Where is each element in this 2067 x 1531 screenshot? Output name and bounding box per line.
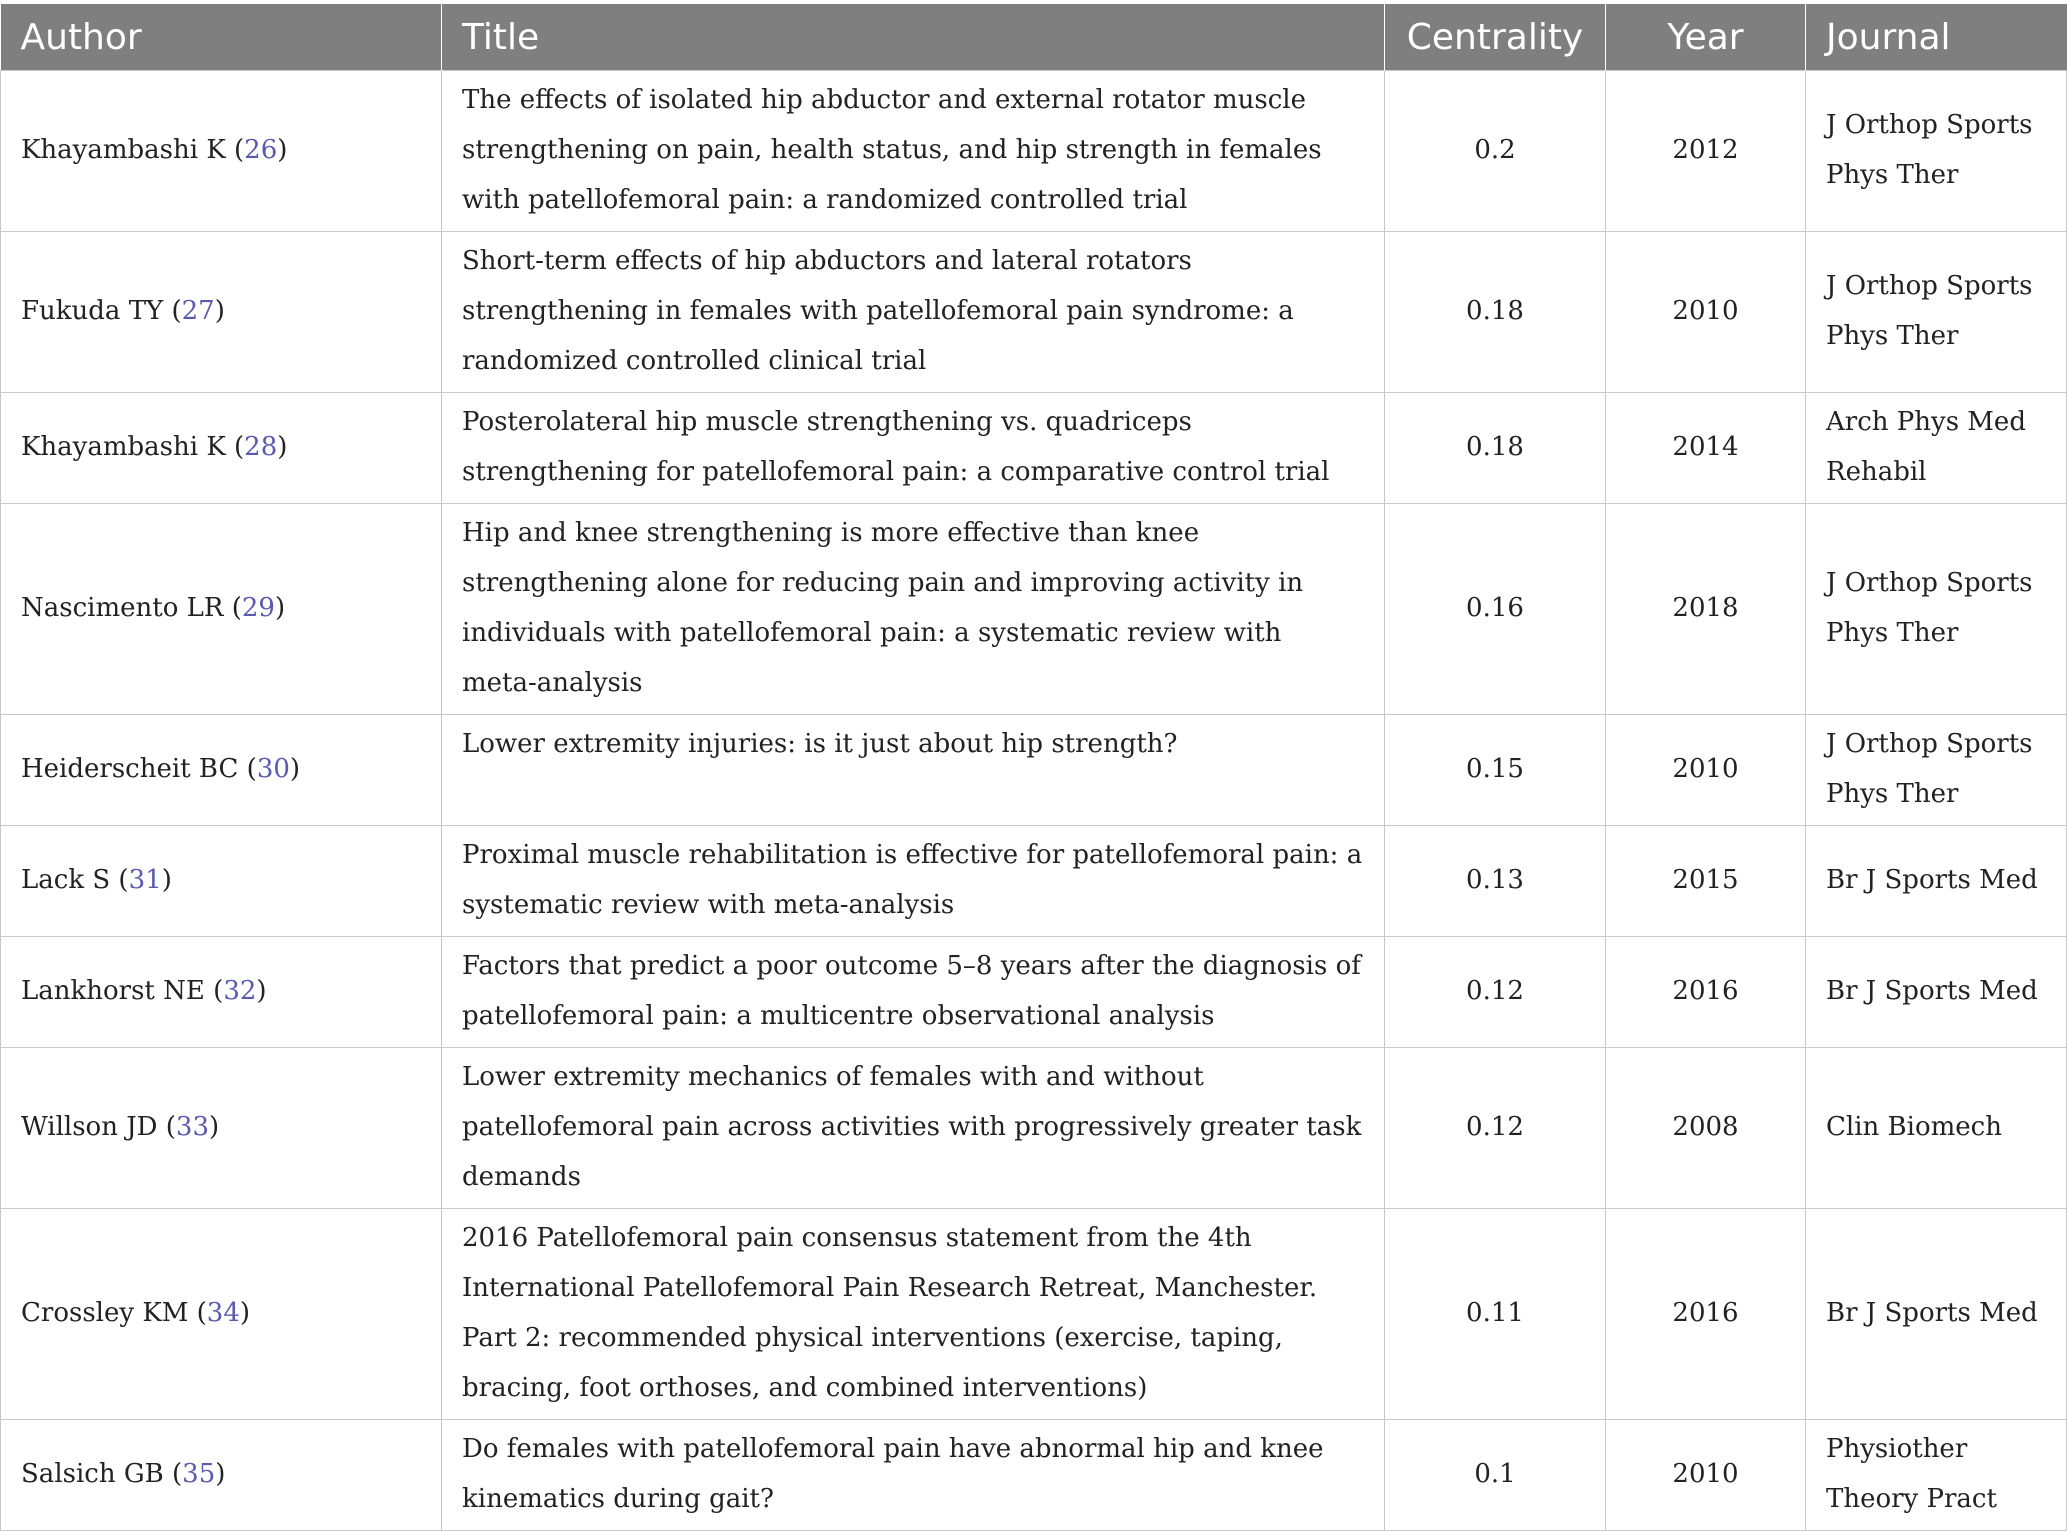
- column-header-year: Year: [1606, 4, 1806, 71]
- centrality-cell: 0.18: [1385, 393, 1606, 504]
- centrality-cell: 0.18: [1385, 232, 1606, 393]
- year-cell: 2016: [1606, 1209, 1806, 1420]
- table-row: [1, 1209, 2067, 1420]
- reference-link[interactable]: 26: [244, 135, 278, 165]
- author-cell: Willson JD (33): [1, 1048, 442, 1209]
- table-row: [1, 393, 2067, 504]
- table-row: [1, 1048, 2067, 1209]
- table-row: [1, 715, 2067, 826]
- reference-link[interactable]: 34: [206, 1298, 240, 1328]
- author-cell: Crossley KM (34): [1, 1209, 442, 1420]
- column-header-title: Title: [442, 4, 1385, 71]
- year-cell: 2015: [1606, 826, 1806, 937]
- year-cell: 2012: [1606, 71, 1806, 232]
- year-cell: 2018: [1606, 504, 1806, 715]
- title-cell: Hip and knee strengthening is more effective than knee strengthening alone for reducing pain and improving activity in individuals with patellofemoral pain: a systematic review with meta-analysis: [442, 504, 1385, 715]
- reference-link[interactable]: 27: [181, 296, 215, 326]
- journal-cell: J Orthop Sports Phys Ther: [1806, 504, 2067, 715]
- author-cell: Lack S (31): [1, 826, 442, 937]
- title-cell: 2016 Patellofemoral pain consensus statement from the 4th International Patellofemoral Pain Research Retreat, Manchester. Part 2: recommended physical interventions (exercise, taping, bracing, foot orthoses, and combined interventions): [442, 1209, 1385, 1420]
- column-header-centrality: Centrality: [1385, 4, 1606, 71]
- author-name: Crossley KM: [21, 1298, 189, 1328]
- author-name: Heiderscheit BC: [21, 754, 239, 784]
- author-cell: Khayambashi K (26): [1, 71, 442, 232]
- author-cell: Lankhorst NE (32): [1, 937, 442, 1048]
- table-row: [1, 1420, 2067, 1531]
- centrality-cell: 0.12: [1385, 1048, 1606, 1209]
- author-cell: Khayambashi K (28): [1, 393, 442, 504]
- journal-cell: J Orthop Sports Phys Ther: [1806, 715, 2067, 826]
- title-cell: Lower extremity injuries: is it just about hip strength?: [442, 715, 1385, 826]
- header-row: [1, 4, 2067, 71]
- column-header-author: Author: [1, 4, 442, 71]
- author-name: Nascimento LR: [21, 593, 224, 623]
- journal-cell: J Orthop Sports Phys Ther: [1806, 232, 2067, 393]
- centrality-cell: 0.1: [1385, 1420, 1606, 1531]
- author-name: Fukuda TY: [21, 296, 164, 326]
- journal-cell: Arch Phys Med Rehabil: [1806, 393, 2067, 504]
- journal-cell: J Orthop Sports Phys Ther: [1806, 71, 2067, 232]
- author-cell: Fukuda TY (27): [1, 232, 442, 393]
- title-cell: Proximal muscle rehabilitation is effective for patellofemoral pain: a systematic review with meta-analysis: [442, 826, 1385, 937]
- title-cell: The effects of isolated hip abductor and external rotator muscle strengthening on pain, health status, and hip strength in females with patellofemoral pain: a randomized controlled trial: [442, 71, 1385, 232]
- title-cell: Lower extremity mechanics of females with and without patellofemoral pain across activities with progressively greater task demands: [442, 1048, 1385, 1209]
- year-cell: 2008: [1606, 1048, 1806, 1209]
- journal-cell: Br J Sports Med: [1806, 1209, 2067, 1420]
- year-cell: 2010: [1606, 232, 1806, 393]
- year-cell: 2014: [1606, 393, 1806, 504]
- author-name: Willson JD: [21, 1112, 158, 1142]
- author-cell: Salsich GB (35): [1, 1420, 442, 1531]
- year-cell: 2010: [1606, 1420, 1806, 1531]
- title-cell: Do females with patellofemoral pain have abnormal hip and knee kinematics during gait?: [442, 1420, 1385, 1531]
- centrality-cell: 0.2: [1385, 71, 1606, 232]
- author-name: Khayambashi K: [21, 135, 226, 165]
- author-name: Lankhorst NE: [21, 976, 205, 1006]
- column-header-journal: Journal: [1806, 4, 2067, 71]
- title-cell: Factors that predict a poor outcome 5–8 years after the diagnosis of patellofemoral pain: a multicentre observational analysis: [442, 937, 1385, 1048]
- reference-link[interactable]: 33: [175, 1112, 210, 1142]
- centrality-cell: 0.15: [1385, 715, 1606, 826]
- journal-cell: Br J Sports Med: [1806, 937, 2067, 1048]
- year-cell: 2016: [1606, 937, 1806, 1048]
- journal-cell: Br J Sports Med: [1806, 826, 2067, 937]
- reference-link[interactable]: 28: [244, 432, 278, 462]
- centrality-cell: 0.13: [1385, 826, 1606, 937]
- author-name: Khayambashi K: [21, 432, 226, 462]
- table-row: [1, 937, 2067, 1048]
- reference-link[interactable]: 32: [223, 976, 257, 1006]
- centrality-cell: 0.11: [1385, 1209, 1606, 1420]
- author-cell: Nascimento LR (29): [1, 504, 442, 715]
- reference-link[interactable]: 35: [182, 1459, 216, 1489]
- title-cell: Posterolateral hip muscle strengthening vs. quadriceps strengthening for patellofemoral pain: a comparative control trial: [442, 393, 1385, 504]
- author-name: Lack S: [21, 865, 111, 895]
- reference-link[interactable]: 30: [256, 754, 290, 784]
- references-table: [0, 4, 2067, 1531]
- year-cell: 2010: [1606, 715, 1806, 826]
- table-row: [1, 232, 2067, 393]
- reference-link[interactable]: 29: [241, 593, 275, 623]
- journal-cell: Clin Biomech: [1806, 1048, 2067, 1209]
- author-cell: Heiderscheit BC (30): [1, 715, 442, 826]
- reference-link[interactable]: 31: [128, 865, 162, 895]
- centrality-cell: 0.16: [1385, 504, 1606, 715]
- author-name: Salsich GB: [21, 1459, 164, 1489]
- centrality-cell: 0.12: [1385, 937, 1606, 1048]
- table-row: [1, 504, 2067, 715]
- journal-cell: Physiother Theory Pract: [1806, 1420, 2067, 1531]
- title-cell: Short-term effects of hip abductors and lateral rotators strengthening in females with patellofemoral pain syndrome: a randomized controlled clinical trial: [442, 232, 1385, 393]
- table-row: [1, 71, 2067, 232]
- table-row: [1, 826, 2067, 937]
